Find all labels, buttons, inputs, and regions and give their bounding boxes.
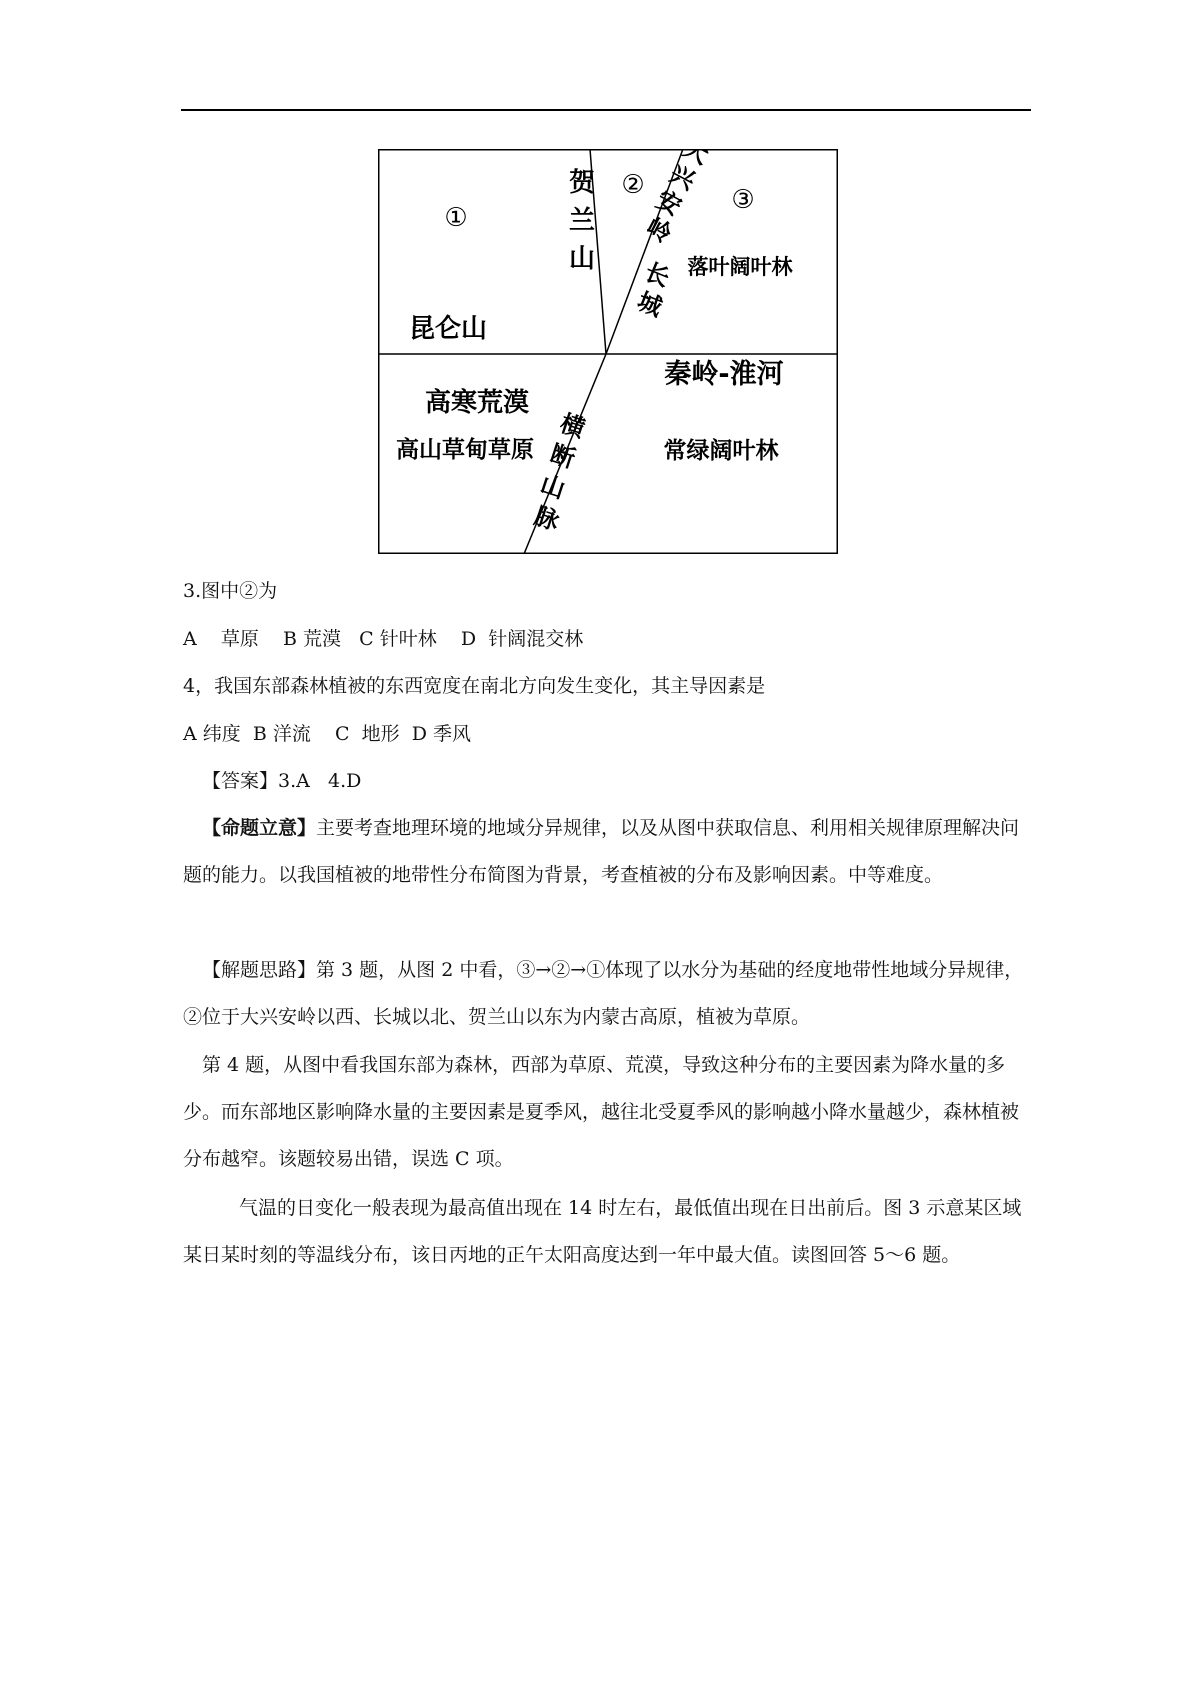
header-rule — [181, 109, 1031, 111]
answer-tag: 【答案】 — [202, 770, 279, 792]
hd-char-2: 断 — [546, 439, 579, 474]
luoye-label: 落叶阔叶林 — [687, 255, 793, 279]
svg-text:大 兴 安 — [638, 149, 721, 251]
intent-text: 主要考查地理环境的地域分异规律，以及从图中获取信息、利用相关规律原理解决问题的能力。以我国植被的地带性分布简图为背景，考查植被的分布及影响因素。中等难度。 — [183, 817, 1020, 886]
qinling-huaihe-label: 秦岭-淮河 — [664, 359, 784, 390]
approach-text: 第 3 题，从图 2 中看，③→②→①体现了以水分为基础的经度地带性地域分异规律，②位于大兴安岭以西、长城以北、贺兰山以东为内蒙古高原，植被为草原。 — [183, 959, 1024, 1028]
next-intro-paragraph: 气温的日变化一般表现为最高值出现在 14 时左右，最低值出现在日出前后。图 3 示意某区域某日某时刻的等温线分布，该日丙地的正午太阳高度达到一年中最大值。读图回答 5～6 题。 — [183, 1197, 1022, 1266]
daxinganling-label — [638, 149, 721, 251]
hd-char-4: 脉 — [531, 501, 563, 536]
hd-char-3: 山 — [536, 469, 569, 504]
question-3-options: A 草原 B 荒漠 C 针叶林 D 针阔混交林 — [183, 628, 584, 650]
question-3-stem: 3.图中②为 — [183, 580, 278, 602]
gaoshan-label: 高山草甸草原 — [396, 437, 534, 463]
question-4-options: A 纬度 B 洋流 C 地形 D 季风 — [183, 723, 471, 745]
dxal-char-3: 安 — [651, 185, 687, 222]
helanshan-char-2: 兰 — [569, 206, 596, 236]
vegetation-zone-diagram — [378, 149, 838, 554]
approach-tag: 【解题思路】 — [202, 959, 317, 981]
region-2-label: ② — [621, 170, 645, 200]
helanshan-char-3: 山 — [569, 244, 596, 274]
helanshan-char-1: 贺 — [569, 168, 596, 198]
answer-line — [183, 757, 1033, 805]
changlv-label: 常绿阔叶林 — [663, 438, 779, 464]
hengduan-label — [527, 409, 596, 537]
changcheng-label — [630, 258, 682, 324]
region-1-label: ① — [444, 203, 468, 233]
dxal-char-1: 大 — [678, 149, 714, 170]
svg-text:横 断 山 — [527, 409, 596, 537]
q4-explain-paragraph: 第 4 题，从图中看我国东部为森林，西部为草原、荒漠，导致这种分布的主要因素为降水量的多少。而东部地区影响降水量的主要因素是夏季风，越往北受夏季风的影响越小降水量越少，森林植被分布越窄。该题较易出错，误选 C 项。 — [183, 1054, 1020, 1170]
question-4-stem: 4，我国东部森林植被的东西宽度在南北方向发生变化，其主导因素是 — [183, 675, 766, 697]
intent-paragraph — [183, 805, 1033, 899]
region-3-label: ③ — [731, 185, 755, 215]
dxal-char-2: 兴 — [665, 159, 700, 196]
dxal-char-4: 岭 — [641, 212, 677, 249]
kunlunshan-label: 昆仑山 — [408, 314, 488, 344]
cc-char-1: 长 — [640, 257, 674, 293]
approach-paragraph — [183, 947, 1033, 1041]
svg-text:长 城 — [630, 258, 682, 324]
cc-char-2: 城 — [633, 286, 667, 322]
intent-tag: 【命题立意】 — [202, 817, 317, 839]
hd-char-1: 横 — [556, 409, 589, 444]
gaohan-label: 高寒荒漠 — [424, 388, 530, 418]
answer-text: 3.A 4.D — [278, 770, 362, 792]
